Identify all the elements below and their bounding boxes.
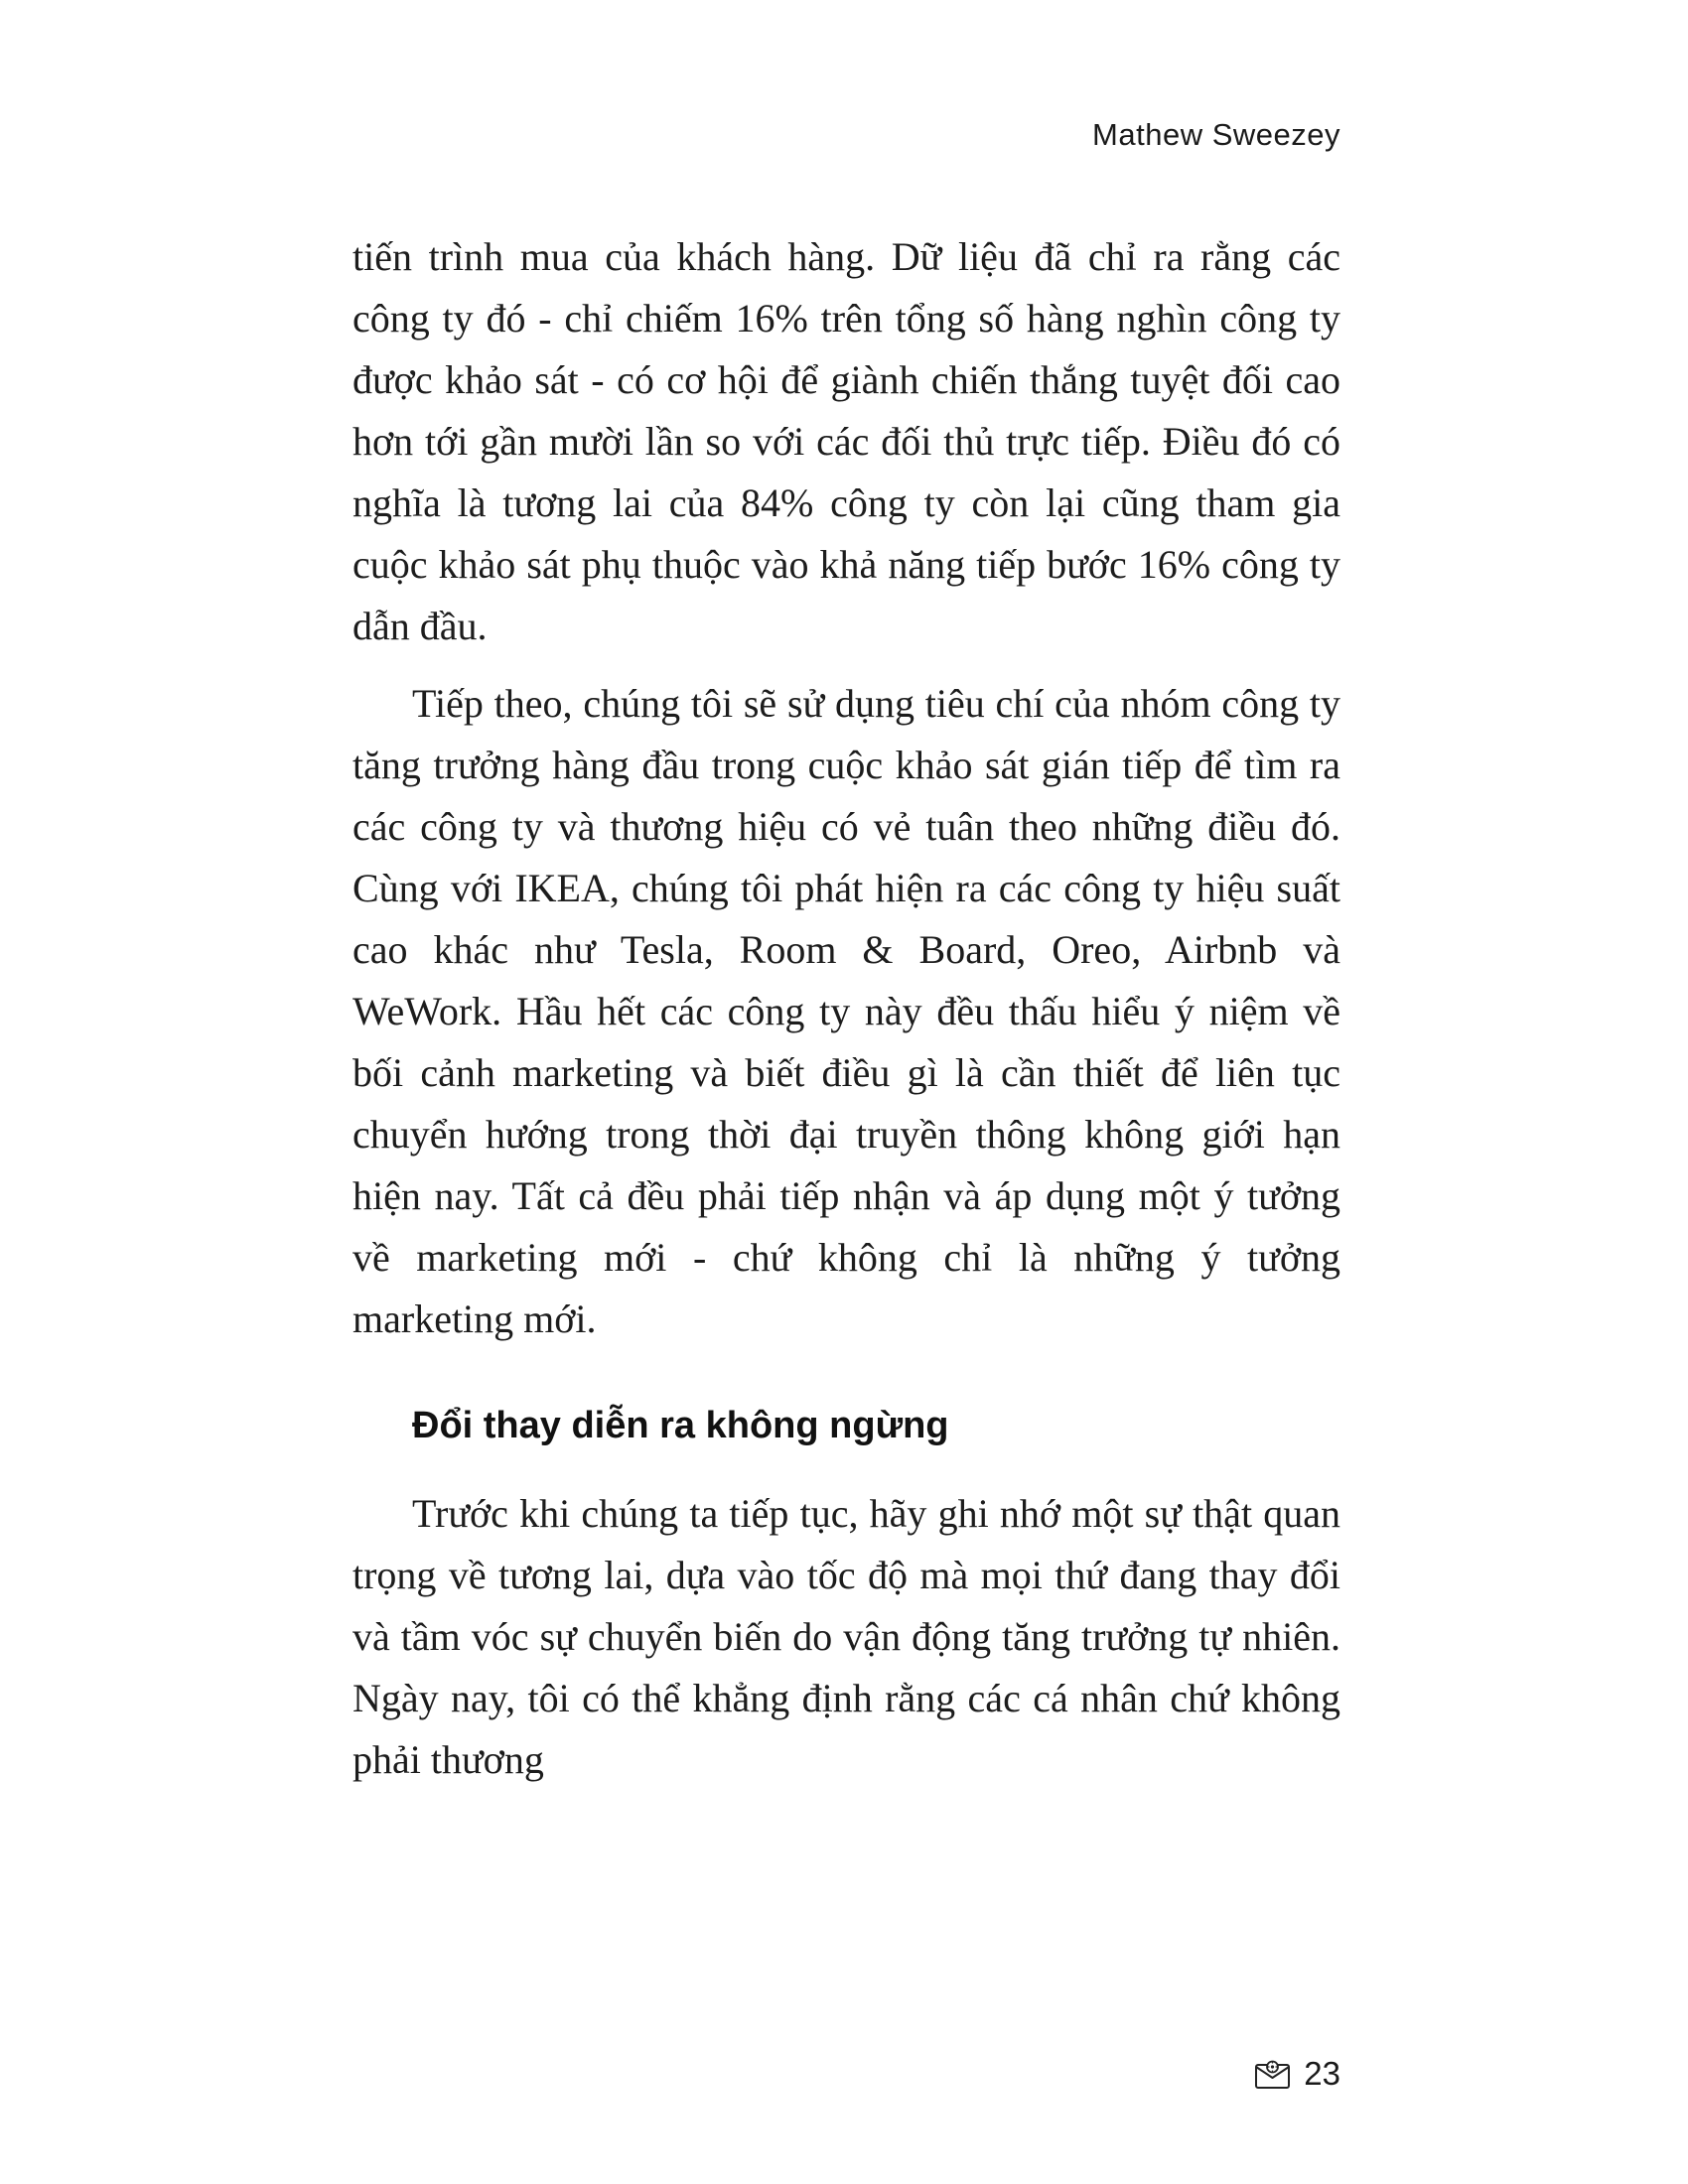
- page-number: 23: [1304, 2055, 1340, 2092]
- page-body-text: [352, 226, 1340, 1807]
- paragraph-continued: tiến trình mua của khách hàng. Dữ liệu đã chỉ ra rằng các công ty đó - chỉ chiếm 16% trên tổng số hàng nghìn công ty được khảo sát - có cơ hội để giành chiến thắng tuyệt đối cao hơn tới gần mười lần so với các đối thủ trực tiếp. Điều đó có nghĩa là tương lai của 84% công ty còn lại cũng tham gia cuộc khảo sát phụ thuộc vào khả năng tiếp bước 16% công ty dẫn đầu.: [352, 234, 1340, 648]
- paragraph: Tiếp theo, chúng tôi sẽ sử dụng tiêu chí của nhóm công ty tăng trưởng hàng đầu trong cuộc khảo sát gián tiếp để tìm ra các công ty và thương hiệu có vẻ tuân theo những điều đó. Cùng với IKEA, chúng tôi phát hiện ra các công ty hiệu suất cao khác như Tesla, Room & Board, Oreo, Airbnb và WeWork. Hầu hết các công ty này đều thấu hiểu ý niệm về bối cảnh marketing và biết điều gì là cần thiết để liên tục chuyển hướng trong thời đại truyền thông không giới hạn hiện nay. Tất cả đều phải tiếp nhận và áp dụng một ý tưởng về marketing mới - chứ không chỉ là những ý tưởng marketing mới.: [352, 681, 1340, 1341]
- running-header-author: Mathew Sweezey: [1092, 117, 1340, 152]
- page-footer: [1254, 2055, 1340, 2093]
- paragraph: Trước khi chúng ta tiếp tục, hãy ghi nhớ một sự thật quan trọng về tương lai, dựa vào tốc độ mà mọi thứ đang thay đổi và tầm vóc sự chuyển biến do vận động tăng trưởng tự nhiên. Ngày nay, tôi có thể khẳng định rằng các cá nhân chứ không phải thương: [352, 1490, 1340, 1782]
- section-heading: Đổi thay diễn ra không ngừng: [412, 1405, 949, 1446]
- publisher-envelope-icon: [1254, 2058, 1292, 2090]
